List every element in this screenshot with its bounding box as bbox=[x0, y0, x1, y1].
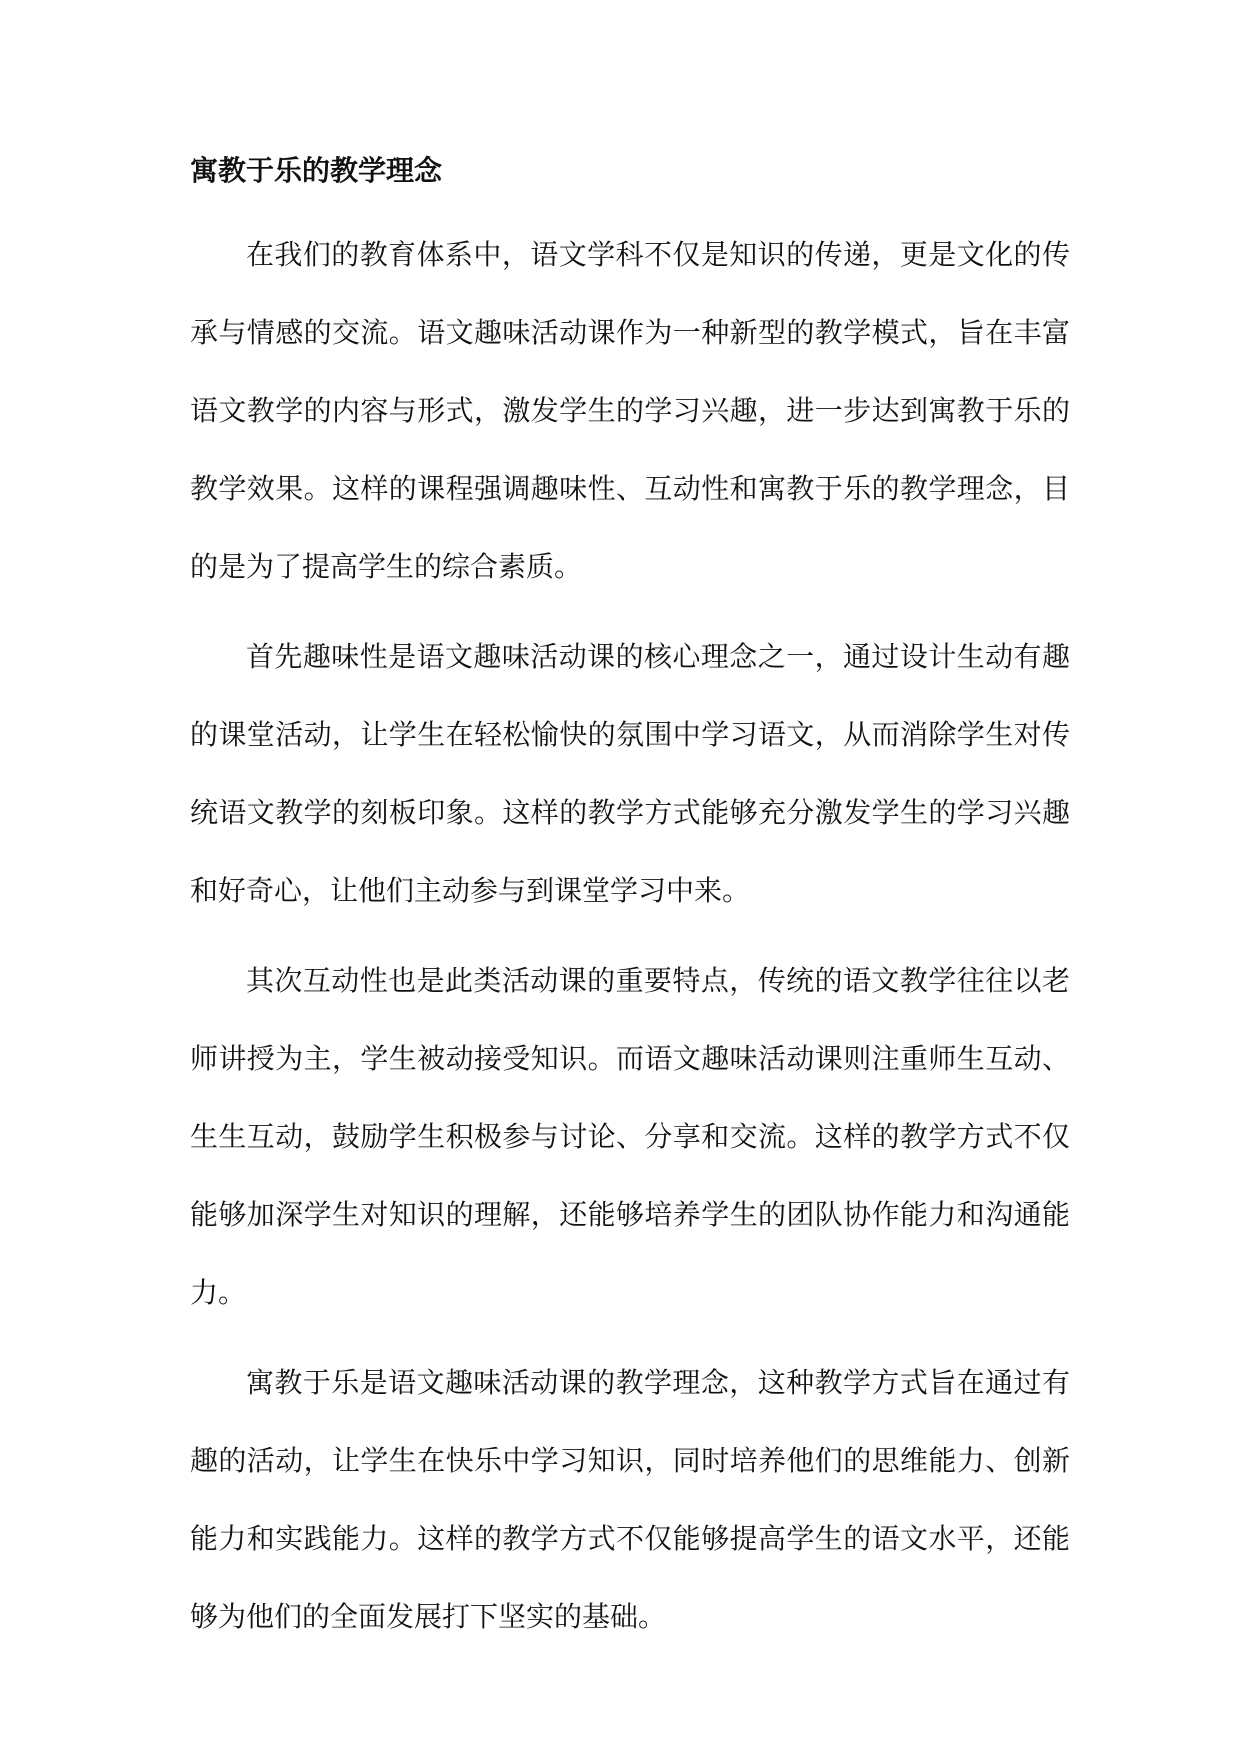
paragraph-4: 寓教于乐是语文趣味活动课的教学理念，这种教学方式旨在通过有趣的活动，让学生在快乐中学习知识，同时培养他们的思维能力、创新能力和实践能力。这样的教学方式不仅能够提高学生的语文水平，还能够为他们的全面发展打下坚实的基础。 bbox=[190, 1366, 1070, 1633]
paragraph-3: 其次互动性也是此类活动课的重要特点，传统的语文教学往往以老师讲授为主，学生被动接受知识。而语文趣味活动课则注重师生互动、生生互动，鼓励学生积极参与讨论、分享和交流。这样的教学方式不仅能够加深学生对知识的理解，还能够培养学生的团队协作能力和沟通能力。 bbox=[190, 964, 1070, 1309]
document-body bbox=[190, 142, 1070, 1656]
paragraph-2: 首先趣味性是语文趣味活动课的核心理念之一，通过设计生动有趣的课堂活动，让学生在轻松愉快的氛围中学习语文，从而消除学生对传统语文教学的刻板印象。这样的教学方式能够充分激发学生的学习兴趣和好奇心，让他们主动参与到课堂学习中来。 bbox=[190, 640, 1070, 907]
paragraph-1: 在我们的教育体系中，语文学科不仅是知识的传递，更是文化的传承与情感的交流。语文趣味活动课作为一种新型的教学模式，旨在丰富语文教学的内容与形式，激发学生的学习兴趣，进一步达到寓教于乐的教学效果。这样的课程强调趣味性、互动性和寓教于乐的教学理念，目的是为了提高学生的综合素质。 bbox=[190, 238, 1070, 583]
document-title: 寓教于乐的教学理念 bbox=[190, 154, 443, 187]
